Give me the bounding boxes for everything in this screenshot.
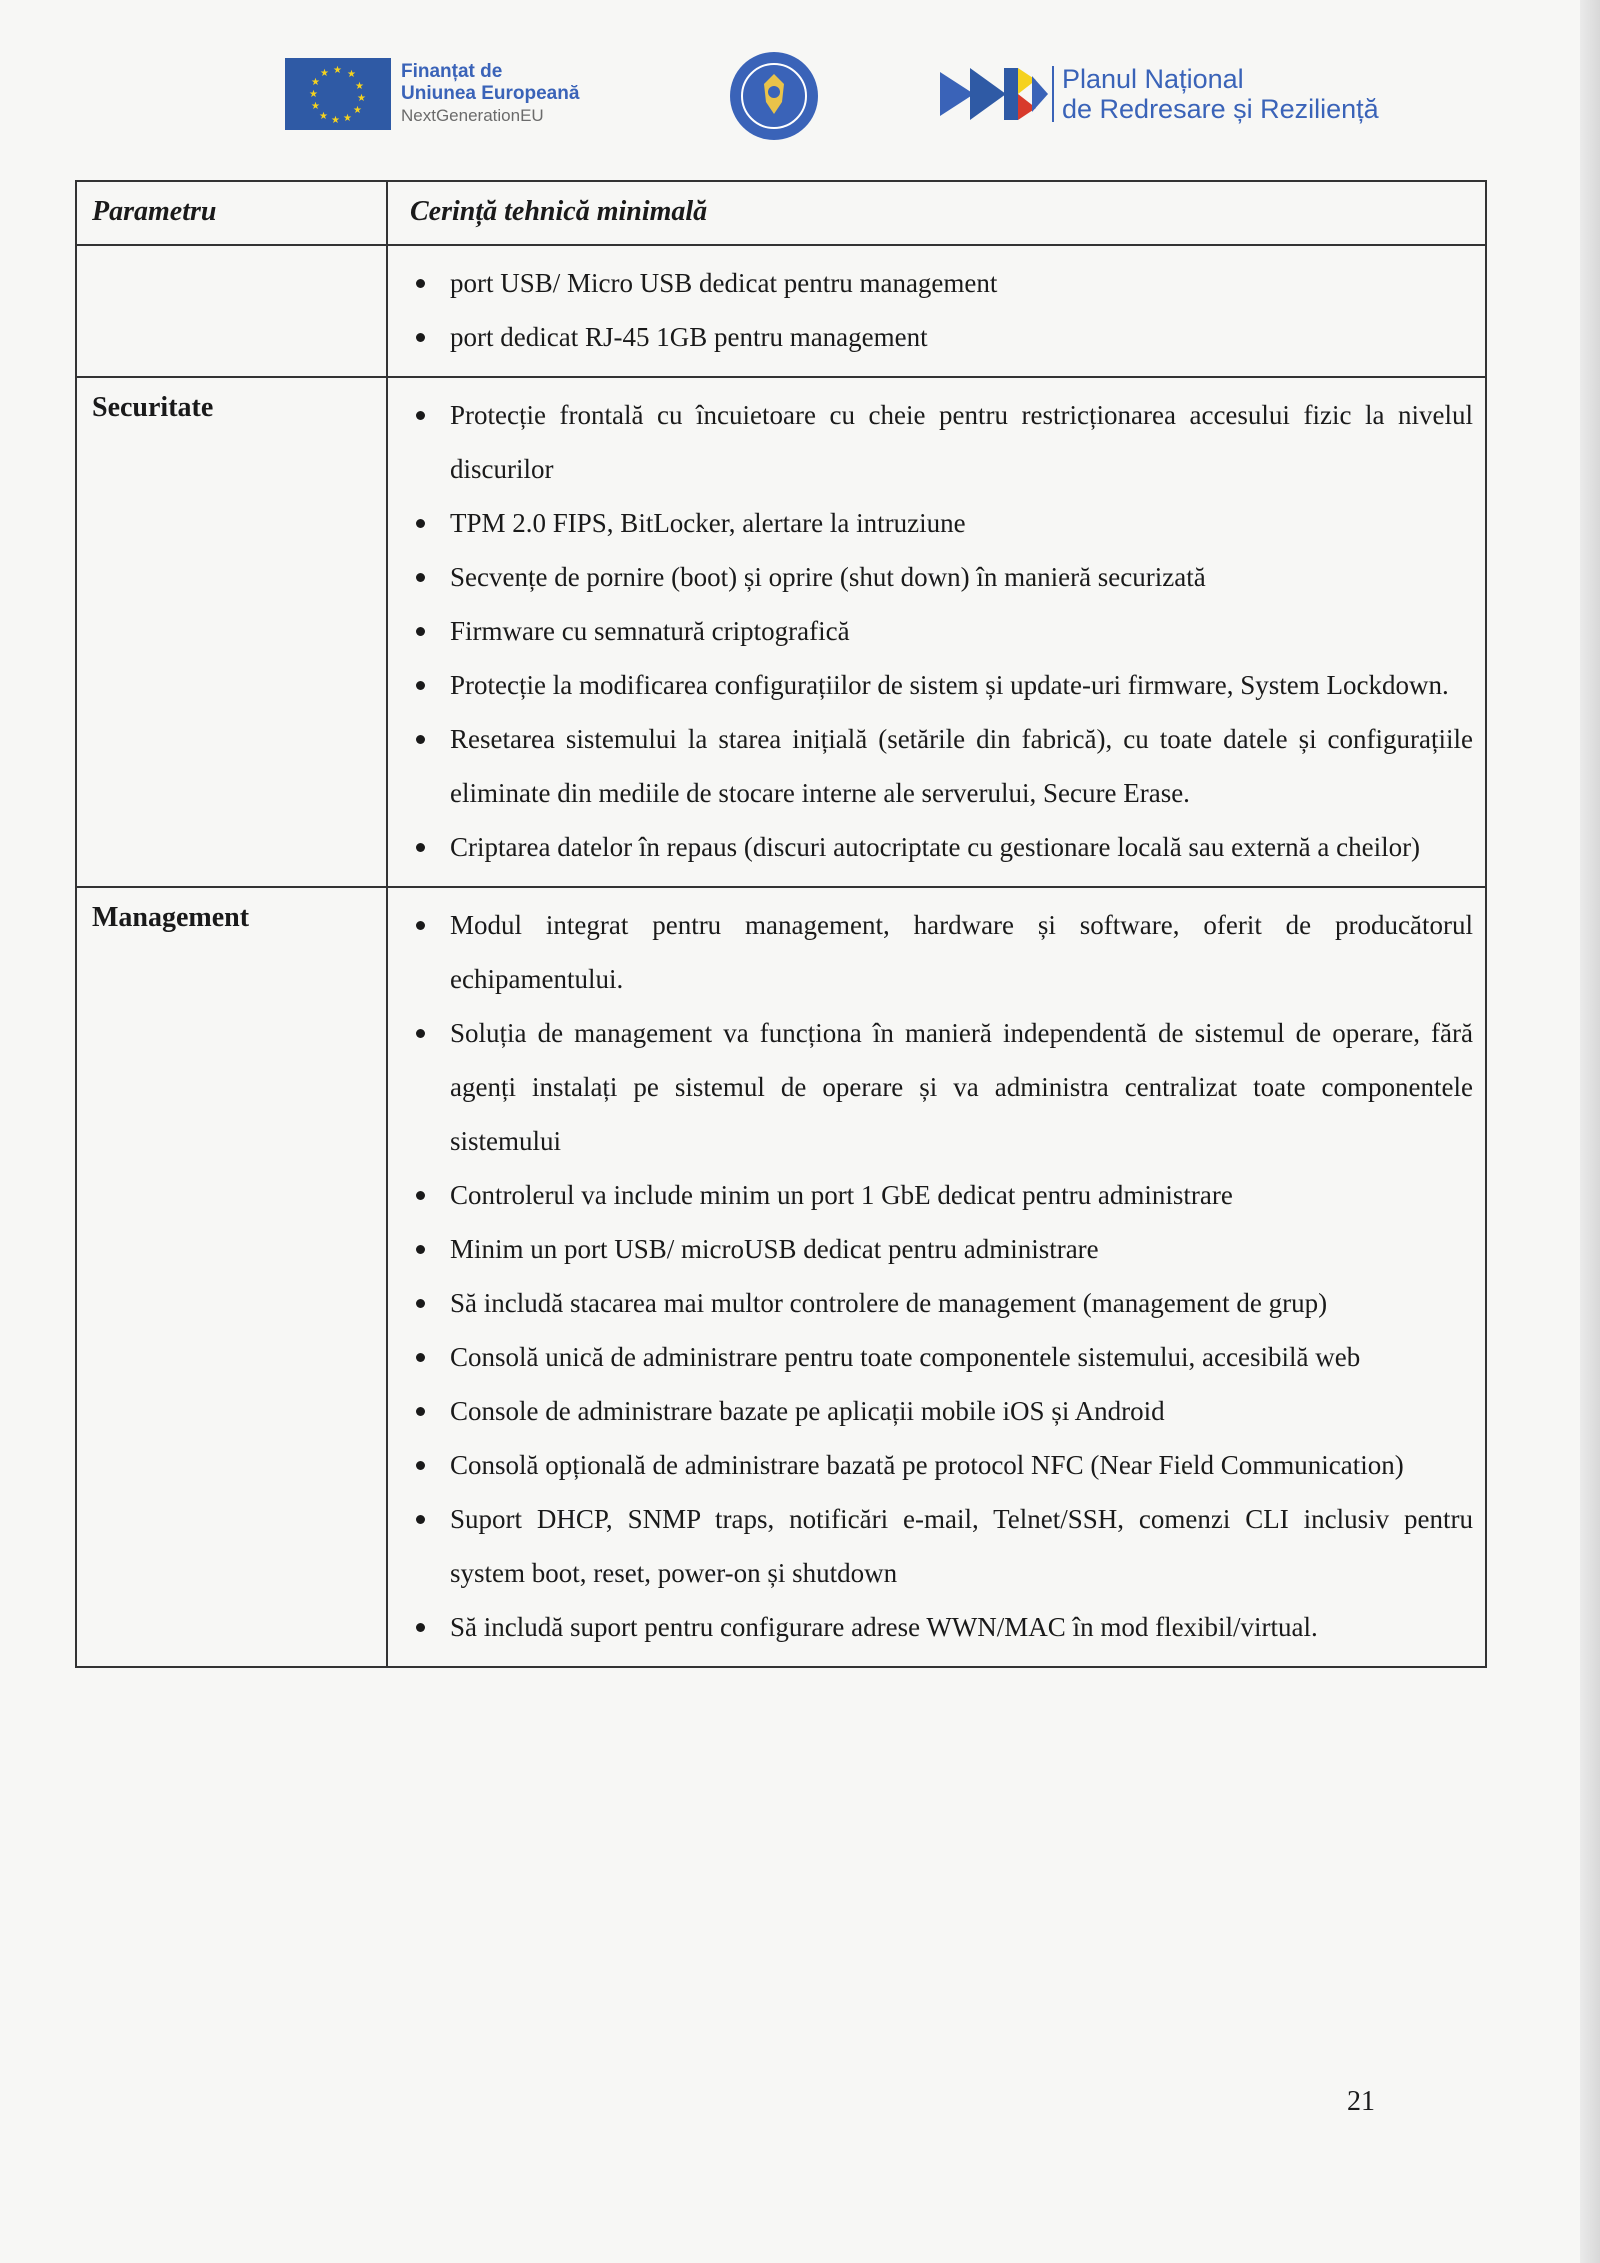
pnrr-separator — [1052, 66, 1054, 122]
eu-funding-logo — [285, 58, 579, 130]
table-row-management — [76, 887, 1486, 1667]
pnrr-logo — [940, 58, 1379, 130]
list-item: Consolă opțională de administrare bazată pe protocol NFC (Near Field Communication) — [410, 1438, 1473, 1492]
page-number: 21 — [1347, 2086, 1375, 2117]
list-item: TPM 2.0 FIPS, BitLocker, alertare la intruziune — [410, 496, 1473, 550]
list-item: port USB/ Micro USB dedicat pentru management — [410, 256, 1473, 310]
list-item: Să includă stacarea mai multor controlere de management (management de grup) — [410, 1276, 1473, 1330]
government-seal-icon — [728, 50, 820, 142]
header-param-cell — [76, 181, 387, 245]
pnrr-logo-line1: Planul Național — [1062, 64, 1244, 94]
eu-logo-line2: Uniunea Europeană — [401, 83, 580, 104]
param-cell — [76, 377, 387, 887]
req-cell — [387, 245, 1486, 377]
list-item: Firmware cu semnatură criptografică — [410, 604, 1473, 658]
requirements-table — [75, 180, 1487, 1668]
param-label: Securitate — [92, 392, 214, 423]
list-item: Modul integrat pentru management, hardware și software, oferit de producătorul echipamentului. — [410, 898, 1473, 1006]
list-item: Protecție frontală cu încuietoare cu cheie pentru restricționarea accesului fizic la nivelul discurilor — [410, 388, 1473, 496]
eu-flag-icon: ★ ★ ★ ★ ★ ★ ★ ★ ★ ★ ★ ★ — [285, 58, 391, 130]
requirement-list — [410, 388, 1473, 874]
header-req-label: Cerință tehnică minimală — [410, 196, 708, 227]
table-row-securitate — [76, 377, 1486, 887]
table-row — [76, 245, 1486, 377]
requirement-list — [410, 898, 1473, 1654]
req-cell — [387, 377, 1486, 887]
list-item: Criptarea datelor în repaus (discuri autocriptate cu gestionare locală sau externă a cheilor) — [410, 820, 1473, 874]
header-param-label: Parametru — [92, 196, 217, 227]
list-item: Protecție la modificarea configurațiilor de sistem și update-uri firmware, System Lockdown. — [410, 658, 1473, 712]
list-item: Resetarea sistemului la starea inițială (setările din fabrică), cu toate datele și configurațiile eliminate din mediile de stocare interne ale serverului, Secure Erase. — [410, 712, 1473, 820]
param-cell — [76, 887, 387, 1667]
list-item: Console de administrare bazate pe aplicații mobile iOS și Android — [410, 1384, 1473, 1438]
page-header — [0, 48, 1600, 148]
scan-edge-shadow — [1580, 0, 1600, 2263]
requirement-list — [410, 256, 1473, 364]
list-item: Controlerul va include minim un port 1 GbE dedicat pentru administrare — [410, 1168, 1473, 1222]
param-label: Management — [92, 902, 250, 933]
list-item: Minim un port USB/ microUSB dedicat pentru administrare — [410, 1222, 1473, 1276]
list-item: port dedicat RJ-45 1GB pentru management — [410, 310, 1473, 364]
eu-logo-line1: Finanțat de — [401, 61, 503, 82]
list-item: Soluția de management va funcționa în manieră independentă de sistemul de operare, fără agenți instalați pe sistemul de operare și va administra centralizat toate componentele sistemului — [410, 1006, 1473, 1168]
pnrr-logo-line2: de Redresare și Reziliență — [1062, 94, 1379, 124]
list-item: Suport DHCP, SNMP traps, notificări e-mail, Telnet/SSH, comenzi CLI inclusiv pentru system boot, reset, power-on și shutdown — [410, 1492, 1473, 1600]
header-req-cell — [387, 181, 1486, 245]
list-item: Consolă unică de administrare pentru toate componentele sistemului, accesibilă web — [410, 1330, 1473, 1384]
eu-logo-line3: NextGenerationEU — [401, 106, 544, 125]
list-item: Să includă suport pentru configurare adrese WWN/MAC în mod flexibil/virtual. — [410, 1600, 1473, 1654]
req-cell — [387, 887, 1486, 1667]
table-header-row — [76, 181, 1486, 245]
param-cell — [76, 245, 387, 377]
pnrr-arrow-icon — [940, 58, 1050, 130]
list-item: Secvențe de pornire (boot) și oprire (shut down) în manieră securizată — [410, 550, 1473, 604]
